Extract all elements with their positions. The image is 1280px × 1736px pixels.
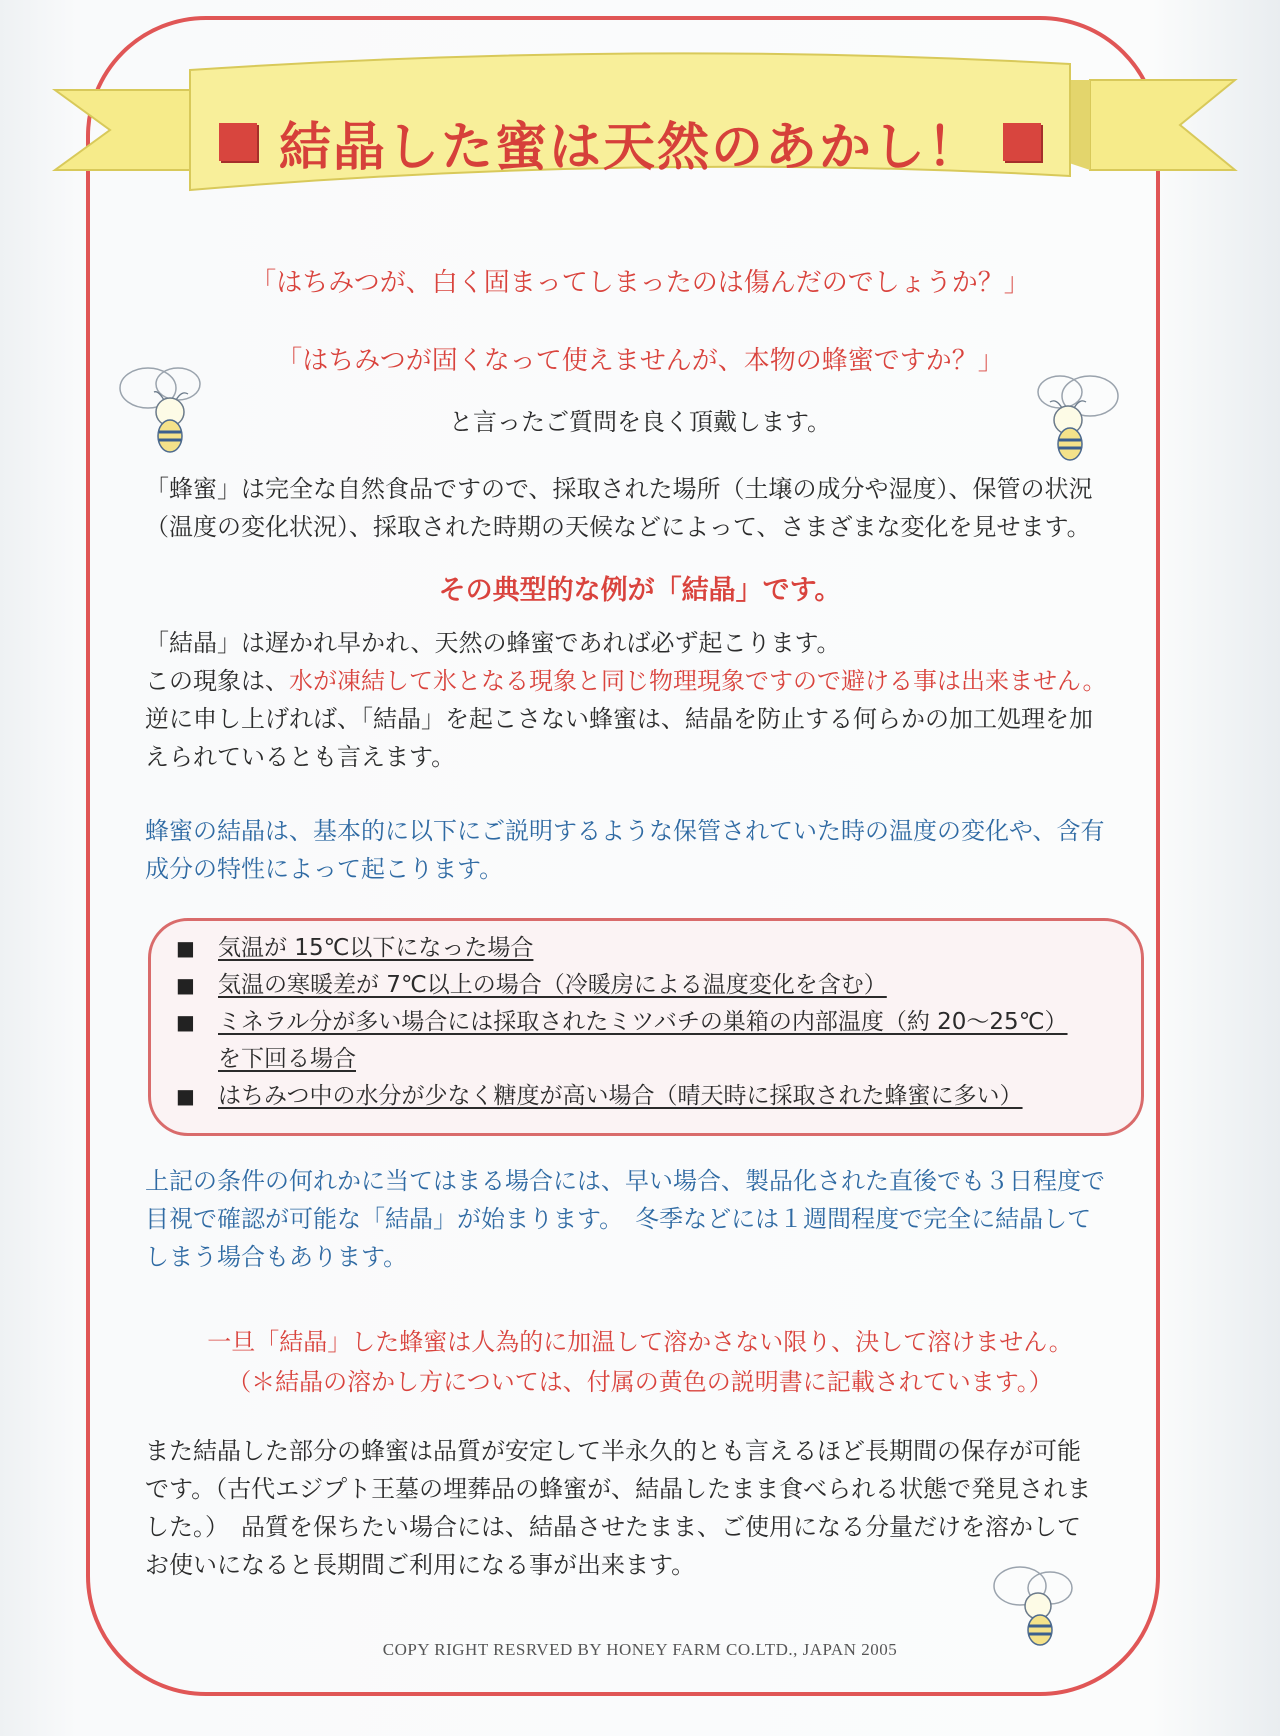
bullet-spacer [176,1041,218,1078]
bee-illustration-icon [1020,360,1130,470]
timing-paragraph [145,1162,1135,1276]
condition-text: 気温の寒暖差が 7℃以上の場合（冷暖房による温度変化を含む） [218,972,887,998]
bee-illustration-icon [108,350,218,460]
intro-line: （温度の変化状況）、採取された時期の天候などによって、さまざまな変化を見せます。 [145,513,1091,541]
intro-paragraph [145,470,1135,546]
cause-paragraph [145,812,1135,888]
intro-line: 「蜂蜜」は完全な自然食品ですので、採取された場所（土壌の成分や湿度）、保管の状況 [145,475,1093,503]
banner-title [200,102,1060,182]
list-item [176,930,1116,967]
condition-text: 気温が 15℃以下になった場合 [218,935,534,961]
melt-note-sub: （＊結晶の溶かし方については、付属の黄色の説明書に記載されています。） [227,1368,1053,1396]
condition-text: はちみつ中の水分が少なく糖度が高い場合（晴天時に採取された蜂蜜に多い） [218,1083,1023,1109]
list-item [176,1078,1116,1115]
square-bullet-icon [219,123,257,161]
storage-line: お使いになると長期間ご利用になる事が出来ます。 [145,1551,696,1579]
condition-text: ミネラル分が多い場合には採取されたミツバチの巣箱の内部温度（約 20～25℃） [218,1009,1068,1035]
copyright-footer: COPY RIGHT RESRVED BY HONEY FARM CO.LTD., JAPAN 2005 [382,1640,898,1659]
question-note: と言ったご質問を良く頂戴します。 [448,408,832,436]
square-bullet-icon [1003,123,1041,161]
list-item [176,1041,1116,1078]
crystal-line: 「結晶」は遅かれ早かれ、天然の蜂蜜であれば必ず起こります。 [145,629,841,657]
page-title: 結晶した蜜は天然のあかし！ [278,117,981,178]
melt-note: 一旦「結晶」した蜂蜜は人為的に加温して溶かさない限り、決して溶けません。 [207,1328,1073,1356]
square-bullet-icon: ■ [176,936,195,960]
crystal-line-2-prefix: この現象は、 [145,667,289,695]
timing-line: しまう場合もあります。 [145,1243,408,1271]
example-heading: その典型的な例が「結晶」です。 [438,575,842,606]
storage-line: した。） 品質を保ちたい場合には、結晶させたまま、ご使用になる分量だけを溶かして [145,1513,1081,1541]
cause-line: 成分の特性によって起こります。 [145,855,504,883]
square-bullet-icon: ■ [176,1010,195,1034]
list-item [176,1004,1116,1041]
conditions-list [176,930,1116,1115]
storage-line: です。（古代エジプト王墓の埋葬品の蜂蜜が、結晶したまま食べられる状態で発見されま [145,1475,1092,1503]
crystal-line: 逆に申し上げれば、「結晶」を起こさない蜂蜜は、結晶を防止する何らかの加工処理を加 [145,705,1093,733]
crystal-line: えられているとも言えます。 [145,743,456,771]
square-bullet-icon: ■ [176,1084,195,1108]
list-item [176,967,1116,1004]
crystal-paragraph [145,624,1135,776]
condition-text: を下回る場合 [218,1046,356,1072]
question-2: 「はちみつが固くなって使えませんが、本物の蜂蜜ですか？」 [276,346,1004,376]
crystal-line-2-emphasis: 水が凍結して氷となる現象と同じ物理現象ですので避ける事は出来ません。 [289,667,1107,695]
timing-line: 目視で確認が可能な「結晶」が始まります。 冬季などには１週間程度で完全に結晶して [145,1205,1092,1233]
crystal-line-2 [145,662,1135,700]
storage-line: また結晶した部分の蜂蜜は品質が安定して半永久的とも言えるほど長期間の保存が可能 [145,1437,1081,1465]
timing-line: 上記の条件の何れかに当てはまる場合には、早い場合、製品化された直後でも３日程度で [145,1167,1105,1195]
storage-paragraph [145,1432,1135,1584]
cause-line: 蜂蜜の結晶は、基本的に以下にご説明するような保管されていた時の温度の変化や、含有 [145,817,1105,845]
question-1: 「はちみつが、白く固まってしまったのは傷んだのでしょうか？」 [250,268,1030,298]
square-bullet-icon: ■ [176,973,195,997]
